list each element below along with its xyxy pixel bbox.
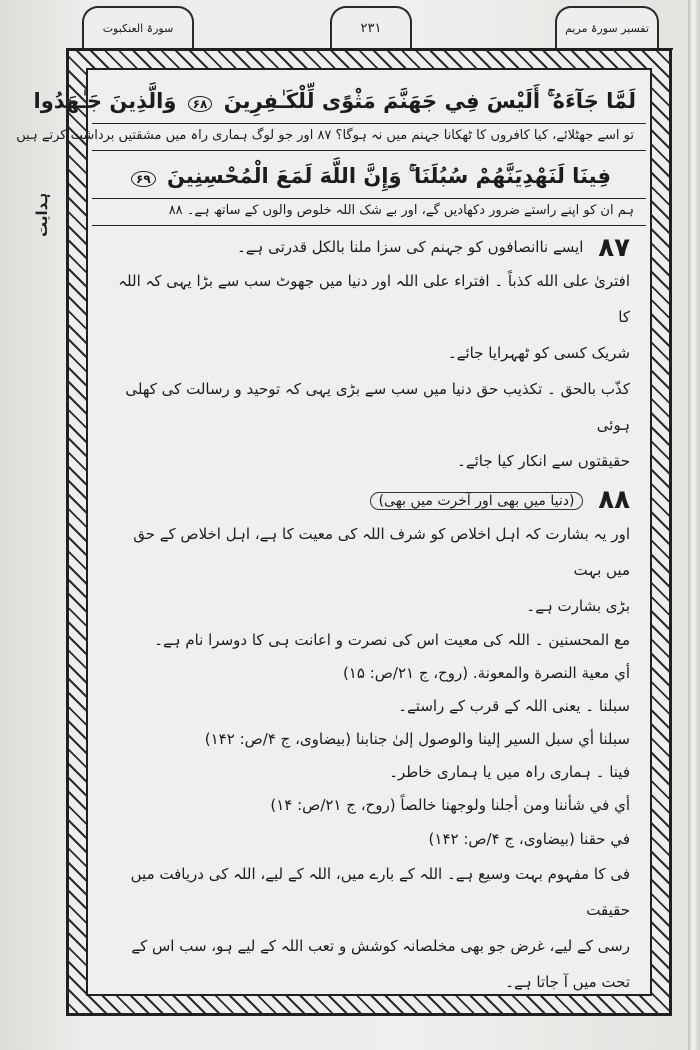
- note-87-para: افترىٰ على الله كذباً ۔ افتراء علی اللہ اور دنیا میں جھوٹ سب سے بڑا یہی کہ اللہ کا: [118, 271, 630, 326]
- note-88-para: اور یہ بشارت کہ اہل اخلاص کو شرف اللہ کی معیت کا ہے، اہل اخلاص کے حق میں بہت: [133, 524, 630, 579]
- page-number: ۲۳۱: [360, 20, 382, 36]
- note-88-para: رسی کے لیے، غرض جو بھی مخلصانہ کوشش و تعب اللہ کے لیے ہو، سب اس کے تحت میں آ جاتا ہے۔: [131, 936, 630, 991]
- header-cartouche-page: [330, 6, 412, 48]
- surah-name: سورۃ العنکبوت: [102, 21, 174, 35]
- translation-line-1: تو اسے جھٹلائے، کیا کافروں کا ٹھکانا جہنم میں نہ ہوگا؟ ۸۷ اور جو لوگ ہماری راہ میں مشقتیں برداشت کرتے ہیں: [16, 128, 634, 143]
- ayah-69-text: فِينَا لَنَهْدِيَنَّهُمْ سُبُلَنَا ۚ وَإِنَّ اللَّهَ لَمَعَ الْمُحْسِنِينَ: [166, 164, 611, 188]
- side-margin-mark: ہدایت: [33, 192, 51, 238]
- header-cartouche-left: [82, 6, 194, 48]
- header-cartouche-right: [555, 6, 659, 48]
- note-88-para: فینا ۔ ہماری راہ میں یا ہماری خاطر۔: [389, 762, 630, 781]
- ayah-end-marker: ۶۸: [188, 96, 213, 112]
- note-88-para: سبلنا ۔ یعنی اللہ کے قرب کے راستے۔: [398, 696, 630, 715]
- note-88-arabic-quote: أي في شأننا ومن أجلنا ولوجهنا خالصاً (روح، ج ۲۱/ص: ۱۴): [270, 795, 630, 814]
- ayah-end-marker: ۶۹: [131, 171, 156, 187]
- ayah-69-start: وَالَّذِينَ جَـٰهَدُوا: [33, 89, 177, 113]
- note-88-arabic-quote: سبلنا أي سبل السير إلينا والوصول إلىٰ جنابنا (بیضاوی، ج ۴/ص: ۱۴۲): [204, 729, 630, 748]
- translation-line-2: ہم ان کو اپنے راستے ضرور دکھادیں گے، اور بے شک اللہ خلوص والوں کے ساتھ ہے۔ ۸۸: [168, 203, 634, 218]
- note-87-heading: ایسے ناانصافوں کو جہنم کی سزا ملنا بالکل قدرتی ہے۔: [236, 238, 584, 256]
- note-88-para: مع المحسنين ۔ اللہ کی معیت اس کی نصرت و اعانت ہی کا دوسرا نام ہے۔: [154, 630, 630, 649]
- ayah-68-text: لَمَّا جَآءَهُ ۚ أَلَيْسَ فِي جَهَنَّمَ مَثْوًى لِّلْكَـٰفِرِينَ: [223, 89, 636, 113]
- note-88-arabic-quote: أي معية النصرة والمعونة. (روح، ج ۲۱/ص: ۱۵): [342, 663, 630, 682]
- note-87-heading-row: [92, 226, 646, 263]
- note-87-para: كذّب بالحق ۔ تکذیب حق دنیا میں سب سے بڑی یہی کہ توحید و رسالت کی کھلی ہوئی: [125, 379, 630, 434]
- note-number-87: ۸۷: [598, 232, 630, 263]
- note-88-arabic-quote: في حقنا (بیضاوی، ج ۴/ص: ۱۴۲): [428, 829, 630, 848]
- note-87-para: حقیقتوں سے انکار کیا جائے۔: [457, 451, 630, 470]
- note-number-88: ۸۸: [598, 485, 630, 515]
- note-87-para: شریک کسی کو ٹھہرایا جائے۔: [447, 343, 630, 362]
- quran-verse-line-2: [92, 151, 646, 198]
- quran-verse-line-1: [33, 76, 646, 123]
- note-88-heading: (دنیا میں بھی اور آخرت میں بھی): [370, 492, 584, 510]
- note-88-heading-row: [92, 479, 646, 516]
- page-edge: [688, 0, 700, 1050]
- note-88-para: بڑی بشارت ہے۔: [526, 596, 630, 615]
- book-title: تفسیر سورۃ مریم: [565, 21, 649, 35]
- note-88-para: فی کا مفہوم بہت وسیع ہے۔ اللہ کے بارے میں، اللہ کے لیے، اللہ کی دریافت میں حقیقت: [130, 864, 630, 919]
